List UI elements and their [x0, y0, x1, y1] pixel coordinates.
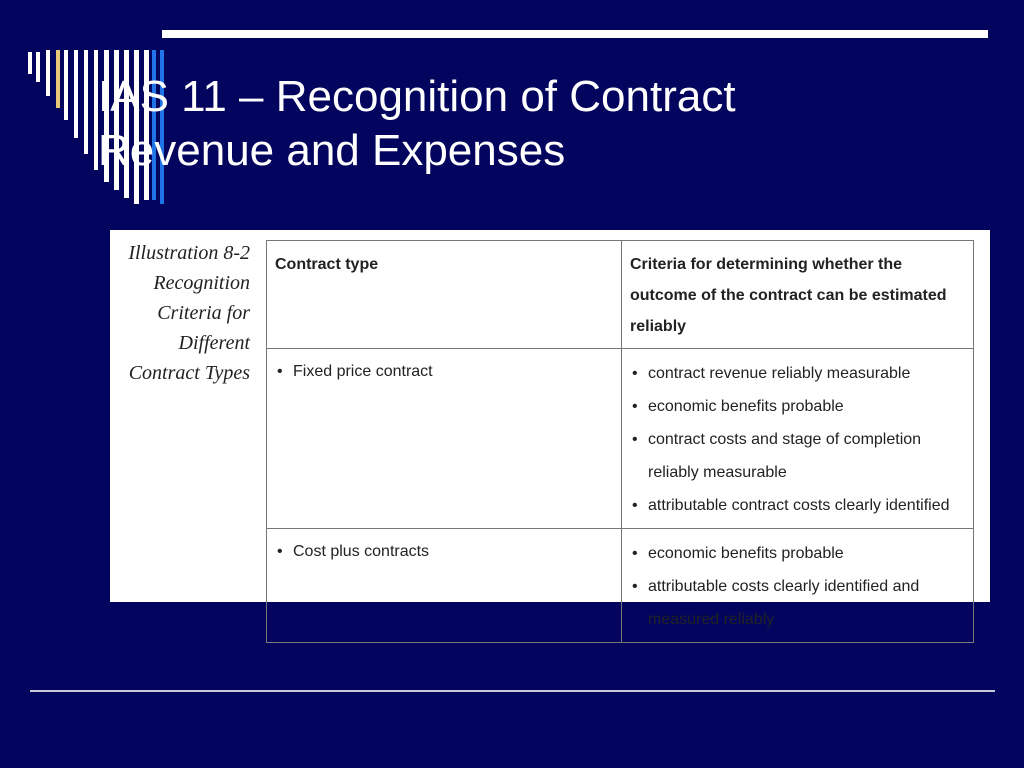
- criteria-item: • economic benefits probable: [630, 537, 965, 570]
- slide-title: [98, 70, 858, 178]
- criteria-item: • economic benefits probable: [630, 390, 965, 423]
- contract-type-label: • Cost plus contracts: [275, 535, 613, 568]
- table-row: [267, 529, 974, 643]
- contract-type-cell: [267, 349, 622, 529]
- illustration-caption: [120, 238, 250, 388]
- caption-line: Different: [178, 332, 250, 354]
- header-contract-type: Contract type: [267, 241, 622, 349]
- slide-title-line-2: Revenue and Expenses: [98, 126, 566, 175]
- bottom-rule: [30, 690, 995, 692]
- contract-type-cell: [267, 529, 622, 643]
- contract-type-label: • Fixed price contract: [275, 355, 613, 388]
- illustration-panel: [110, 230, 990, 628]
- criteria-cell: [622, 349, 974, 529]
- header-criteria: Criteria for determining whether the outcome of the contract can be estimated reliably: [622, 241, 974, 349]
- recognition-criteria-table: [266, 240, 974, 643]
- criteria-item: • contract revenue reliably measurable: [630, 357, 965, 390]
- table-header-row: [267, 241, 974, 349]
- criteria-item: • contract costs and stage of completion reliably measurable: [630, 423, 965, 489]
- table-row: [267, 349, 974, 529]
- caption-line: Contract Types: [128, 362, 250, 384]
- criteria-item: • attributable contract costs clearly identified: [630, 489, 965, 522]
- criteria-item: • attributable costs clearly identified and measured reliably: [630, 570, 965, 636]
- caption-line: Recognition: [153, 272, 250, 294]
- caption-line: Illustration 8-2: [128, 242, 250, 264]
- criteria-cell: [622, 529, 974, 643]
- slide-title-line-1: IAS 11 – Recognition of Contract: [98, 72, 736, 121]
- top-rule: [162, 30, 988, 38]
- caption-line: Criteria for: [157, 302, 250, 324]
